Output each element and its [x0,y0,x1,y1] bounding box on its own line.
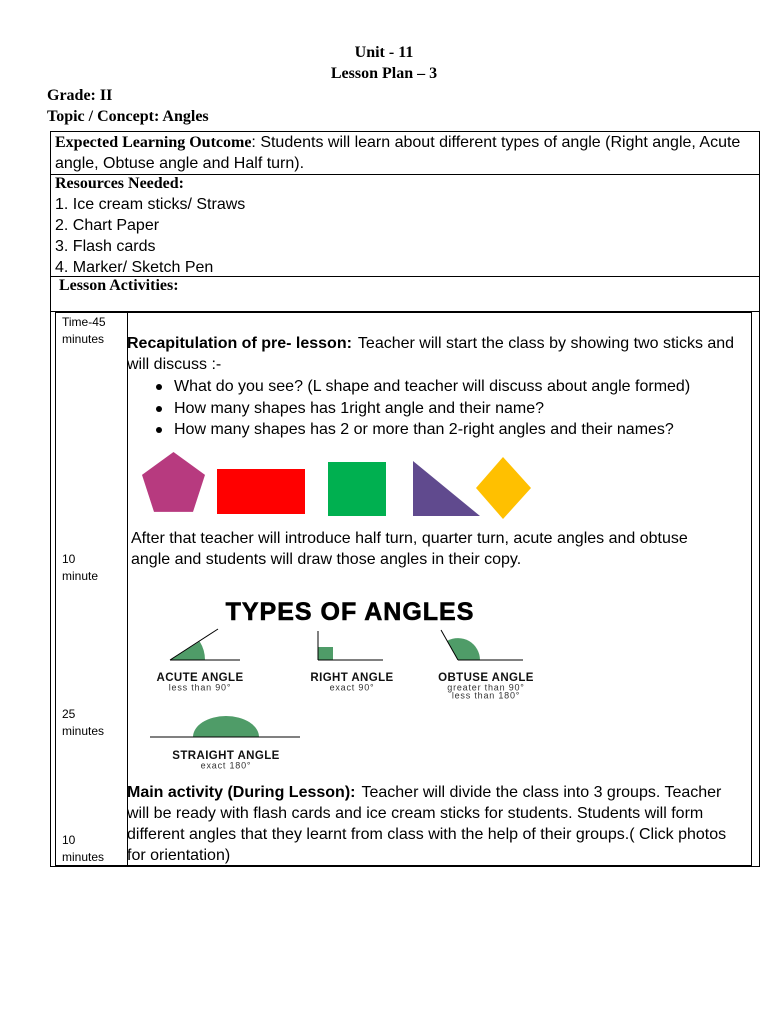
square-shape [328,462,386,516]
acute-angle-desc: less than 90° [168,682,232,693]
straight-angle-figure [127,705,322,777]
resource-item: 1. Ice cream sticks/ Straws [55,196,246,213]
recap-text: Teacher will start the class by showing two sticks and will discuss :- [127,335,735,374]
straight-angle-arc [193,716,259,737]
straight-angle-icon [150,716,300,737]
pentagon-shape [142,452,205,512]
diamond-shape [476,457,531,519]
question-text: How many shapes has 1right angle and their name? [174,399,544,417]
main-activity-paragraph [127,782,742,866]
topic-heading: Topic / Concept: Angles [47,108,209,125]
rectangle-shape [217,469,305,514]
resource-item: 2. Chart Paper [55,217,160,234]
lesson-plan-title: Lesson Plan – 3 [330,65,438,82]
straight-angle-desc: exact 180° [200,760,252,771]
right-angle-icon [318,631,383,660]
resource-item: 3. Flash cards [55,238,156,255]
lesson-activities-label: Lesson Activities: [59,277,179,294]
question-text: How many shapes has 2 or more than 2-right angles and their names? [174,421,674,438]
question-item [127,376,745,398]
obtuse-angle-label: OBTUSE ANGLE [438,672,534,684]
recap-label: Recapitulation of pre- lesson: [127,335,352,352]
time-segment: 10 minutes [62,832,105,864]
acute-angle-arc [170,642,205,661]
learning-outcome [55,132,758,174]
time-segment: 10 minute [62,551,99,583]
main-activity-label: Main activity (During Lesson): [127,784,356,801]
right-angle-label: RIGHT ANGLE [310,672,394,684]
obtuse-angle-icon [441,630,523,660]
grade-heading: Grade: II [47,87,113,104]
right-angle-marker [318,647,333,660]
triangle-shape [413,461,480,516]
resources-label: Resources Needed: [55,175,185,192]
follow-up-paragraph: After that teacher will introduce half turn, quarter turn, acute angles and obtuse angle and students will draw those angles in their copy. [131,530,688,568]
recap-questions [127,376,745,441]
obtuse-angle-desc: greater than 90° [447,682,525,693]
shapes-illustration [127,445,547,525]
acute-angle-icon [170,629,240,660]
bullet-icon [156,427,162,433]
resources-list [55,194,245,278]
recap-paragraph [127,333,745,376]
obtuse-angle-desc: less than 180° [451,690,521,701]
bullet-icon [156,384,162,390]
types-of-angles-figure [127,588,557,702]
question-text: What do you see? (L shape and teacher will discuss about angle formed) [174,378,691,395]
bullet-icon [156,406,162,412]
types-of-angles-title: TYPES OF ANGLES [225,598,475,626]
acute-angle-label: ACUTE ANGLE [156,672,244,684]
question-item [127,398,745,420]
time-total: Time-45 minutes [62,314,106,346]
time-segment: 25 minutes [62,706,105,738]
straight-angle-label: STRAIGHT ANGLE [172,750,280,762]
unit-title: Unit - 11 [354,44,414,61]
resource-item: 4. Marker/ Sketch Pen [55,259,214,276]
learning-outcome-text: : Students will learn about different types of angle (Right angle, Acute angle, Obtuse angle and Half turn). [55,134,741,172]
main-activity-text: Teacher will divide the class into 3 groups. Teacher will be ready with flash cards and ice cream sticks for students. Students will form different angles that they learnt from class with the help of their groups.( Click photos for orientation) [127,784,727,864]
right-angle-desc: exact 90° [329,682,375,693]
learning-outcome-label: Expected Learning Outcome [55,134,252,151]
question-item [127,419,745,441]
